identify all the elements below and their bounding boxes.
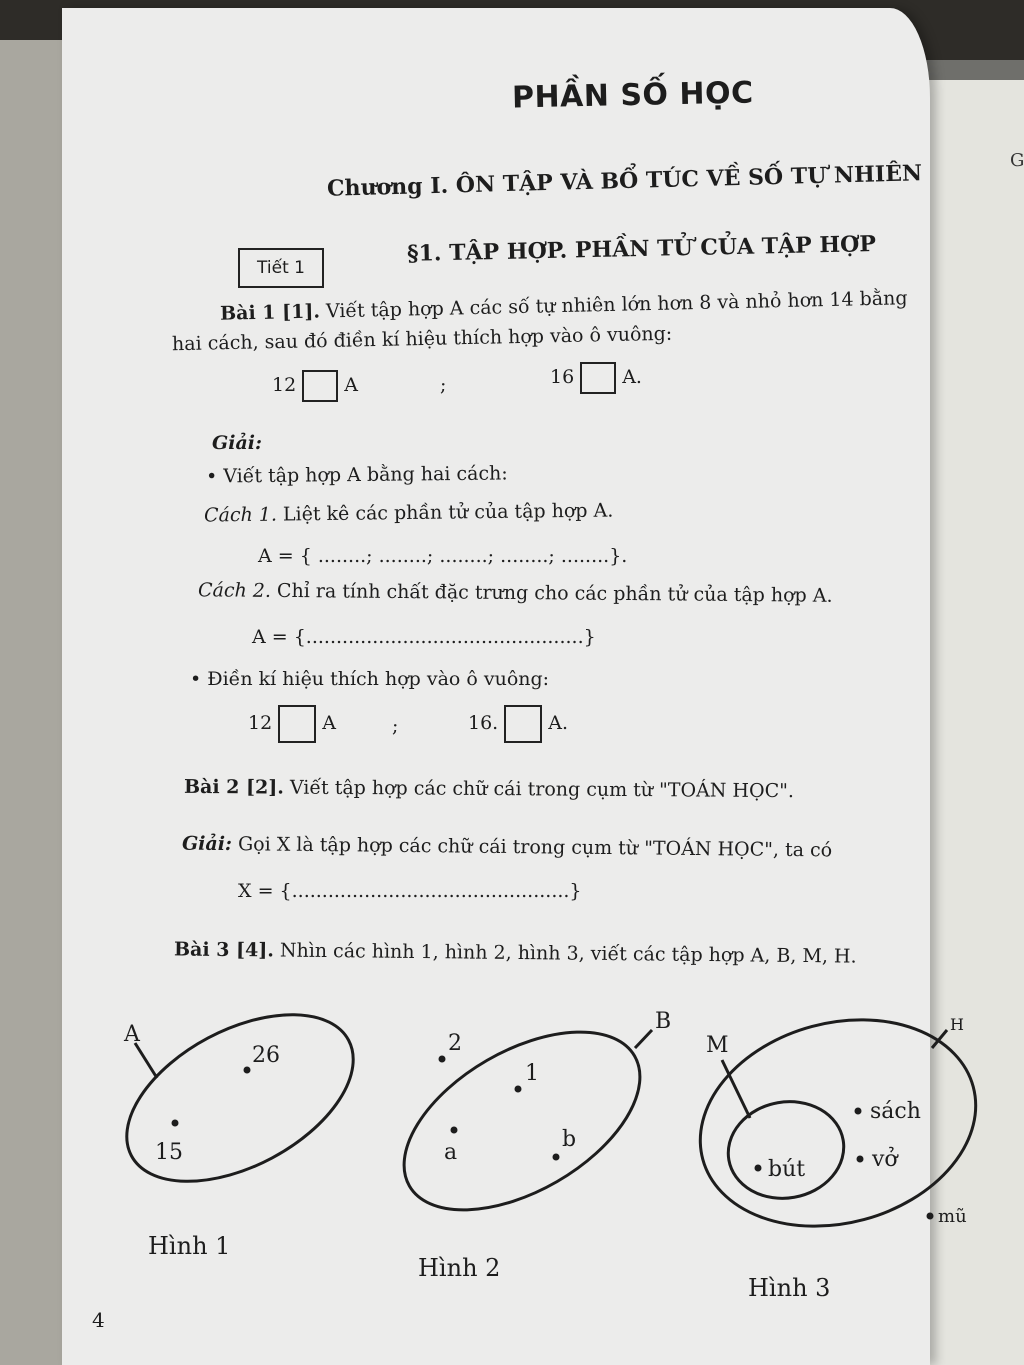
dot-26 — [244, 1067, 251, 1074]
lesson-label: Tiết 1 — [238, 248, 324, 288]
bai2-solution: Giải: Gọi X là tập hợp các chữ cái trong cụm từ "TOÁN HỌC", ta có — [181, 832, 833, 862]
dot-b — [553, 1154, 560, 1161]
bai2-formula: X = {..............................................} — [238, 880, 582, 902]
label-but: bút — [768, 1157, 806, 1182]
caption-hinh-1: Hình 1 — [148, 1232, 231, 1260]
bai1-line1: Bài 1 [1]. Viết tập hợp A các số tự nhiên lớn hơn 8 và nhỏ hơn 14 bằng — [219, 287, 908, 325]
dot-sach — [855, 1108, 862, 1115]
set-b-ellipse — [374, 995, 672, 1246]
dot-mu — [927, 1213, 934, 1220]
label-26: 26 — [252, 1043, 280, 1068]
dot-but — [755, 1165, 762, 1172]
label-set-m: M — [706, 1033, 729, 1058]
label-vo: vở — [872, 1147, 898, 1172]
bai1-cach1: Cách 1. Liệt kê các phần tử của tập hợp A. — [203, 499, 614, 527]
bai2-question: Bài 2 [2]. Viết tập hợp các chữ cái trong cụm từ "TOÁN HỌC". — [183, 775, 795, 803]
label-b: b — [562, 1127, 577, 1152]
bai1-cach2-formula: A = {..............................................} — [252, 626, 596, 648]
bai1-answer-sep: ; — [392, 715, 399, 737]
set-a-ellipse — [99, 980, 380, 1216]
book-page — [62, 8, 967, 1365]
bai1-cach1-formula: A = { ........; ........; ........; ........; ........}. — [258, 545, 628, 567]
bai1-cach2: Cách 2. Chỉ ra tính chất đặc trưng cho các phần tử của tập hợp A. — [197, 579, 833, 607]
bai1-question-left: 12 A — [272, 370, 358, 402]
dot-1 — [515, 1086, 522, 1093]
bai3-question: Bài 3 [4]. Nhìn các hình 1, hình 2, hình 3, viết các tập hợp A, B, M, H. — [173, 938, 857, 968]
bai1-question-sep: ; — [440, 374, 447, 396]
bai1-question-right: 16 A. — [550, 362, 642, 394]
dot-a — [451, 1127, 458, 1134]
label-sach: sách — [870, 1099, 921, 1124]
page-number: 4 — [92, 1308, 105, 1332]
label-1: 1 — [525, 1061, 539, 1086]
section-title: §1. TẬP HỢP. PHẦN TỬ CỦA TẬP HỢP — [406, 231, 877, 267]
dot-vo — [857, 1156, 864, 1163]
set-m-ellipse — [721, 1093, 852, 1208]
dot-2 — [439, 1056, 446, 1063]
bai1-line2: hai cách, sau đó điền kí hiệu thích hợp vào ô vuông: — [171, 322, 673, 356]
bai1-heading: Bài 1 [1]. — [219, 300, 321, 325]
label-mu: mũ — [938, 1206, 967, 1227]
bai2-heading: Bài 2 [2]. — [183, 775, 284, 799]
caption-hinh-2: Hình 2 — [418, 1254, 501, 1282]
label-2: 2 — [448, 1031, 462, 1056]
venn-figures — [62, 8, 967, 1365]
bai1-bullet2: • Điền kí hiệu thích hợp vào ô vuông: — [190, 668, 550, 690]
label-set-b: B — [655, 1009, 672, 1034]
label-set-h: H — [950, 1015, 964, 1034]
bai1-answer-left: 12 A — [248, 705, 336, 743]
caption-hinh-3: Hình 3 — [748, 1274, 831, 1302]
facing-page: G — [900, 80, 1024, 1365]
bai3-heading: Bài 3 [4]. — [173, 938, 274, 962]
page-title: PHẦN SỐ HỌC — [511, 75, 754, 116]
label-set-a: A — [124, 1022, 140, 1047]
dot-15 — [172, 1120, 179, 1127]
bai1-bullet1: • Viết tập hợp A bằng hai cách: — [205, 462, 508, 488]
label-15: 15 — [155, 1140, 183, 1165]
set-b-pointer — [635, 1030, 652, 1048]
chapter-title: Chương I. ÔN TẬP VÀ BỔ TÚC VỀ SỐ TỰ NHIÊN — [326, 160, 923, 202]
solution-label: Giải: — [212, 432, 262, 454]
bai1-answer-right: 16. A. — [468, 705, 568, 743]
set-a-pointer — [135, 1043, 157, 1078]
label-a: a — [444, 1140, 458, 1165]
